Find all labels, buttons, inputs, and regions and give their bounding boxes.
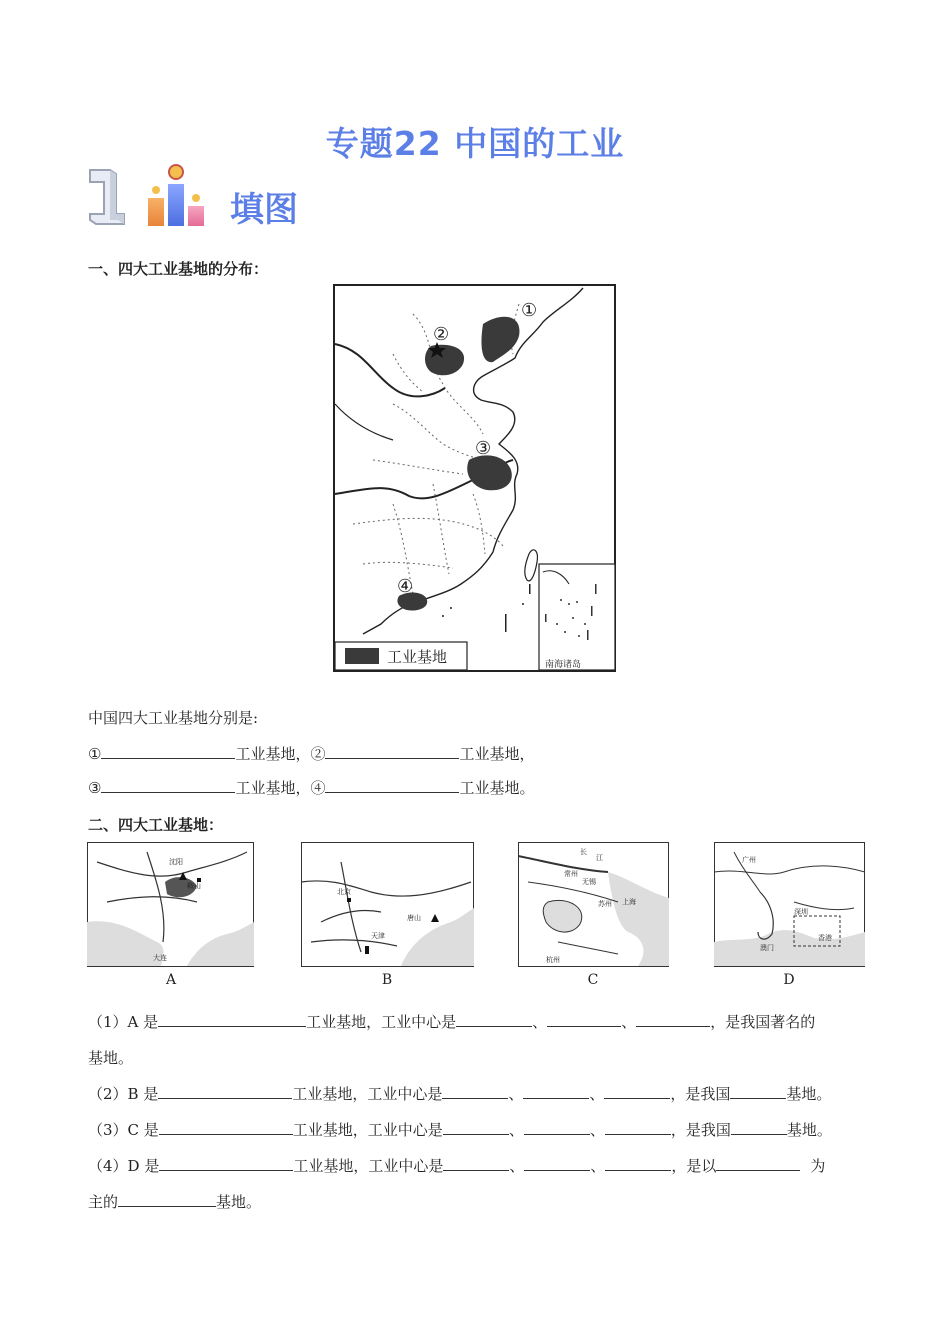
map-d-label: D xyxy=(783,972,795,988)
answer-blank-1[interactable] xyxy=(101,743,235,759)
map-d-place-1: 广州 xyxy=(742,856,756,864)
part2-heading: 二、四大工业基地： xyxy=(88,816,224,834)
q4-blank-center-1[interactable] xyxy=(443,1155,509,1171)
map-marker-1: ① xyxy=(521,300,538,321)
question-3: （3）C 是 工业基地，工业中心是 、 、 ，是我国 基地。 xyxy=(88,1121,832,1139)
q4-blank-center-3[interactable] xyxy=(605,1155,671,1171)
intro-text: 中国四大工业基地分别是: xyxy=(88,709,259,727)
map-a-place-1: 沈阳 xyxy=(169,858,183,866)
q4-blank-base[interactable] xyxy=(159,1155,293,1171)
q2-blank-center-2[interactable] xyxy=(523,1083,589,1099)
question-4-line-2: 主的 基地。 xyxy=(88,1193,262,1211)
map-marker-4: ④ xyxy=(397,576,414,597)
section-label: 填图 xyxy=(230,190,298,230)
map-d xyxy=(714,842,865,967)
answer-blank-3[interactable] xyxy=(101,777,235,793)
map-d-place-4: 澳门 xyxy=(760,944,774,952)
map-c xyxy=(518,842,669,967)
map-c-place-3: 常州 xyxy=(564,870,578,878)
answer-blank-4[interactable] xyxy=(325,777,459,793)
q2-blank-center-1[interactable] xyxy=(442,1083,508,1099)
map-a-label: A xyxy=(165,972,177,988)
map-b-place-3: 天津 xyxy=(371,932,385,940)
map-c-label: C xyxy=(587,972,599,988)
map-c-place-1: 长 xyxy=(580,848,587,856)
map-d-place-2: 深圳 xyxy=(794,908,808,916)
q3-blank-type[interactable] xyxy=(731,1119,787,1135)
q2-blank-type[interactable] xyxy=(730,1083,786,1099)
q2-blank-center-3[interactable] xyxy=(604,1083,670,1099)
map-c-place-4: 无锡 xyxy=(582,878,596,886)
map-c-place-7: 杭州 xyxy=(546,956,560,964)
inset-label: 南海诸岛 xyxy=(545,660,582,670)
map-d-place-3: 香港 xyxy=(818,934,832,942)
map-b xyxy=(301,842,474,967)
map-b-place-2: 唐山 xyxy=(407,914,421,922)
map-marker-2: ② xyxy=(433,324,450,345)
map-a xyxy=(87,842,254,967)
section-number-icon xyxy=(84,160,224,232)
q3-blank-center-2[interactable] xyxy=(524,1119,590,1135)
map-a-place-3: 大连 xyxy=(153,954,167,962)
map-c-place-2: 江 xyxy=(596,854,603,862)
q4-blank-main[interactable] xyxy=(716,1155,800,1171)
map-b-place-1: 北京 xyxy=(337,888,351,896)
answer-blank-2[interactable] xyxy=(325,743,459,759)
map-b-label: B xyxy=(381,972,393,988)
q1-blank-center-3[interactable] xyxy=(636,1011,710,1027)
question-2: （2）B 是 工业基地，工业中心是 、 、 ，是我国 基地。 xyxy=(88,1085,832,1103)
part1-heading: 一、四大工业基地的分布： xyxy=(88,260,269,278)
map-marker-3: ③ xyxy=(475,438,492,459)
industrial-base-map xyxy=(333,284,616,672)
q2-blank-base[interactable] xyxy=(158,1083,292,1099)
q4-blank-center-2[interactable] xyxy=(524,1155,590,1171)
question-4-line-1: （4）D 是 工业基地，工业中心是 、 、 ，是以 为 xyxy=(88,1157,826,1175)
map-c-place-6: 上海 xyxy=(622,898,636,906)
map-c-place-5: 苏州 xyxy=(598,900,612,908)
q1-blank-center-1[interactable] xyxy=(456,1011,532,1027)
q3-blank-center-1[interactable] xyxy=(443,1119,509,1135)
section-header xyxy=(84,160,344,232)
q3-blank-center-3[interactable] xyxy=(605,1119,671,1135)
q4-blank-type[interactable] xyxy=(118,1191,216,1207)
legend-swatch xyxy=(345,648,379,664)
answer-line-1: ① 工业基地，② 工业基地， xyxy=(88,745,535,763)
question-1-line-2: 基地。 xyxy=(88,1049,134,1067)
legend-label: 工业基地 xyxy=(387,648,448,666)
map-a-place-2: 鞍山 xyxy=(187,882,201,890)
page-title: 专题22 中国的工业 xyxy=(325,124,625,163)
q3-blank-base[interactable] xyxy=(159,1119,293,1135)
q1-blank-center-2[interactable] xyxy=(547,1011,621,1027)
q1-blank-base[interactable] xyxy=(158,1011,306,1027)
question-1-line-1: （1）A 是 工业基地，工业中心是 、 、 ，是我国著名的 xyxy=(88,1013,816,1031)
answer-line-2: ③ 工业基地，④ 工业基地。 xyxy=(88,779,535,797)
